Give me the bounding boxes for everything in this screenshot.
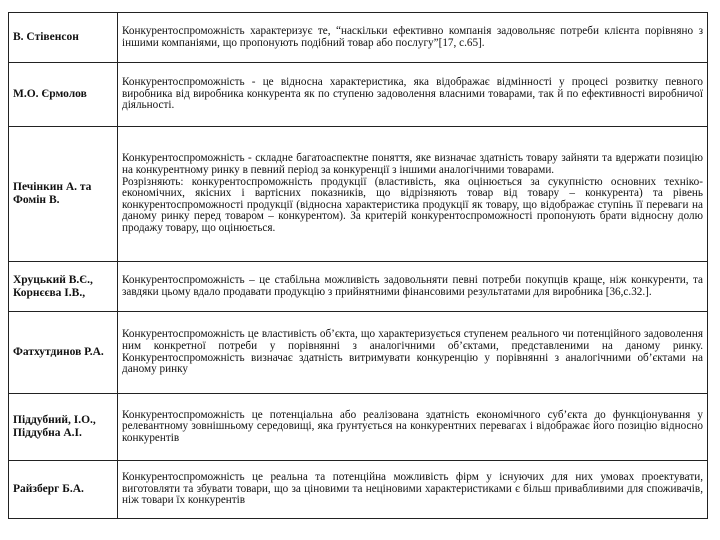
definition-text: Конкурентоспроможність це властивість об’єкта, що характеризується ступенем реального чи потенційного задоволення ним конкретної потреби у порівнянні з аналогічними об’єктами, представленими на даному ринку. Конкурентоспроможність визначає здатність витримувати конкуренцію у порівнянні з аналогічними об’єктами на даному ринку [122, 328, 703, 376]
author-cell: Райзберг Б.А. [9, 461, 118, 519]
definition-cell [118, 312, 708, 394]
definition-text: Конкурентоспроможність характеризує те, “наскільки ефективно компанія задовольняє потреби клієнта порівняно з іншими компаніями, що пропонують подібний товар або послугу”[17, с.65]. [122, 24, 703, 49]
table-row [9, 262, 708, 312]
definition-cell [118, 394, 708, 461]
author-cell: Печінкин А. та Фомін В. [9, 127, 118, 262]
table-row [9, 13, 708, 63]
definition-text: Конкурентоспроможність це потенціальна або реалізована здатність економічного суб’єкта до функціонування у релевантному зовнішньому середовищі, яка ґрунтується на конкурентних перевагах і відображає його позицію відносно конкурентів [122, 408, 703, 444]
author-cell: Піддубний, І.О., Піддубна А.І. [9, 394, 118, 461]
author-cell: М.О. Єрмолов [9, 63, 118, 127]
definition-text: Розрізняють: конкурентоспроможність продукції (властивість, яка оцінюється за сукупністю основних техніко-економічних, якісних і вартісних показників, що відрізняють товар від товару – конкурента) та рівень конкурентоспроможності продукції (відносна характеристика продукції як товару, що відображає ступінь її переваги на даному ринку перед товаром – конкурентом). За критерій конкурентоспроможності пропонують брати відносну долю продажу товару, що оцінюється. [122, 175, 703, 234]
table-row [9, 461, 708, 519]
definition-text: Конкурентоспроможність це реальна та потенційна можливість фірм у існуючих для них умовах проектувати, виготовляти та збувати товари, що за ціновими та неціновими характеристиками є більш привабливими для споживачів, ніж товари їх конкурентів [122, 471, 703, 507]
definition-text: Конкурентоспроможність - складне багатоаспектне поняття, яке визначає здатність товару зайняти та вдержати позицію на конкурентному ринку в певний період за конкуренції з іншими аналогічними товарами. [122, 152, 703, 177]
definition-cell [118, 13, 708, 63]
definition-cell [118, 262, 708, 312]
table-row [9, 394, 708, 461]
definitions-table [8, 12, 708, 519]
author-cell: В. Стівенсон [9, 13, 118, 63]
author-cell: Фатхутдинов Р.А. [9, 312, 118, 394]
definition-cell [118, 63, 708, 127]
table-row [9, 63, 708, 127]
table-row [9, 127, 708, 262]
definition-text: Конкурентоспроможність – це стабільна можливість задовольняти певні потреби покупців краще, ніж конкуренти, та завдяки цьому вдало продавати продукцію з прийнятними фінансовими результатами для виробника [36,с.32.]. [122, 273, 703, 298]
author-cell: Хруцький В.Є., Корнєєва І.В., [9, 262, 118, 312]
definition-cell [118, 461, 708, 519]
definition-cell [118, 127, 708, 262]
definition-text: Конкурентоспроможність - це відносна характеристика, яка відображає відмінності у процесі розвитку певного виробника від виробника конкурента як по ступеню задоволення власними товарами, так й по ефективності виробничої діяльності. [122, 76, 703, 112]
table-row [9, 312, 708, 394]
